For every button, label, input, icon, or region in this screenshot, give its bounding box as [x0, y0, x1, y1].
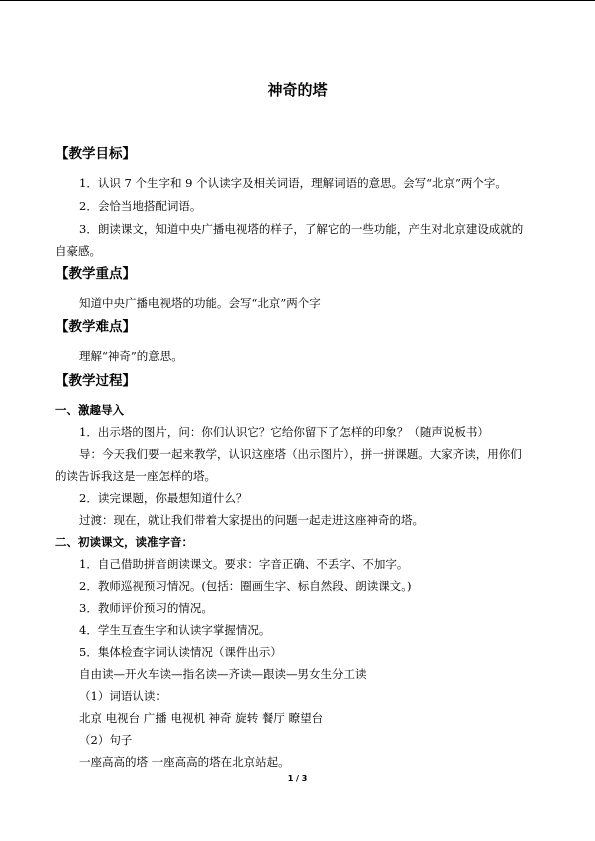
- goal-item-3-line-2: 自豪感。: [55, 244, 101, 258]
- section-2-line-4: 4．学生互查生字和认读字掌握情况。: [79, 623, 271, 637]
- key-points-text: 知道中央广播电视塔的功能。会写“北京”两个字: [79, 296, 321, 310]
- section-1-title: 一、激趣导入: [55, 403, 124, 417]
- section-2-line-1: 1．自己借助拼音朗读课文。要求：字音正确、不丢字、不加字。: [79, 557, 409, 571]
- section-2-line-6: 自由读—开火车读—指名读—齐读—跟读—男女生分工读: [79, 667, 367, 681]
- section-2-line-8: 北京 电视台 广播 电视机 神奇 旋转 餐厅 瞭望台: [79, 711, 324, 725]
- header-rule: [0, 0, 595, 1]
- document-title: 神奇的塔: [267, 81, 328, 99]
- goal-item-3-line-1: 3．朗读课文，知道中央广播电视塔的样子，了解它的一些功能，产生对北京建设成就的: [79, 222, 524, 236]
- goals-heading: 【教学目标】: [55, 146, 136, 162]
- section-2-line-2: 2．教师巡视预习情况。(包括：圈画生字、标自然段、朗读课文。): [79, 579, 412, 593]
- section-2-line-7: （1）词语认读：: [79, 689, 167, 703]
- goal-item-1: 1．认识 7 个生字和 9 个认读字及相关词语，理解词语的意思。会写“北京”两个字。: [79, 176, 507, 190]
- goal-item-2: 2．会恰当地搭配词语。: [79, 199, 202, 213]
- key-points-heading: 【教学重点】: [55, 266, 136, 282]
- difficulties-text: 理解“神奇”的意思。: [79, 349, 183, 363]
- section-2-line-3: 3．教师评价预习的情况。: [79, 601, 213, 615]
- difficulties-heading: 【教学难点】: [55, 319, 136, 335]
- page-number: 1 / 3: [287, 774, 308, 783]
- section-2-line-9: （2）句子: [79, 733, 133, 747]
- section-2-title: 二、初读课文，读准字音：: [55, 535, 193, 549]
- section-1-line-2: 导：今天我们要一起来教学，认识这座塔（出示图片），拼一拼课题。大家齐读，用你们: [79, 447, 522, 461]
- section-1-line-5: 过渡：现在，就让我们带着大家提出的问题一起走进这座神奇的塔。: [79, 513, 424, 527]
- section-1-line-1: 1．出示塔的图片，问：你们认识它？它给你留下了怎样的印象？（随声说板书）: [79, 425, 489, 439]
- section-2-line-10: 一座高高的塔 一座高高的塔在北京站起。: [79, 755, 290, 769]
- section-1-line-3: 的读告诉我这是一座怎样的塔。: [55, 469, 216, 483]
- section-1-line-4: 2．读完课题，你最想知道什么？: [79, 491, 248, 505]
- section-2-line-5: 5．集体检查字词认读情况（课件出示）: [79, 645, 282, 659]
- process-heading: 【教学过程】: [55, 373, 136, 389]
